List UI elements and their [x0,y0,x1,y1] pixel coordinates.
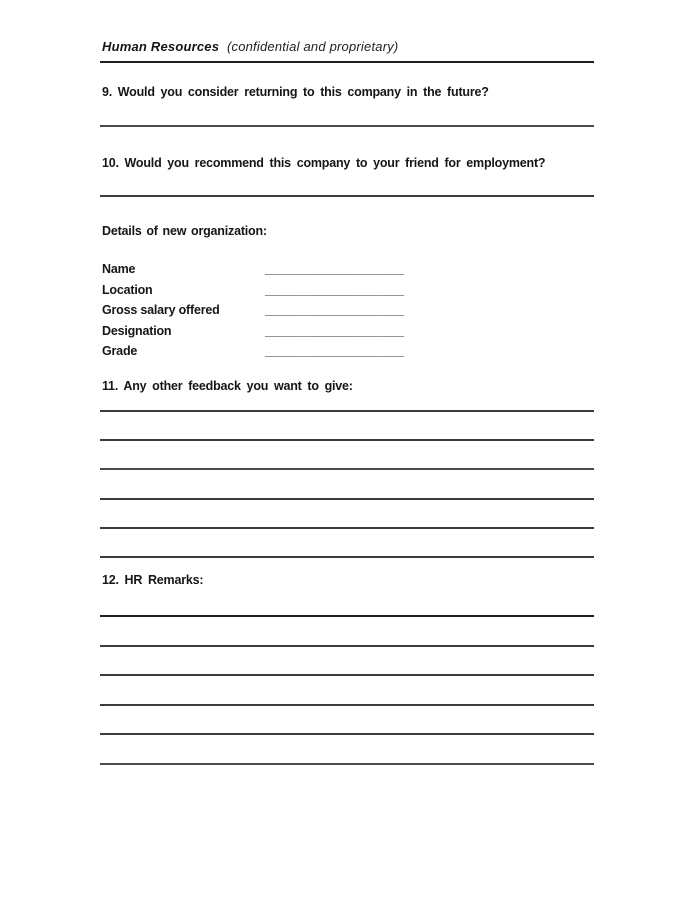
field-label-designation: Designation [102,324,172,338]
field-blank-grade: ____________________ [265,344,405,358]
field-label-name: Name [102,262,136,276]
field-blank-designation: ____________________ [265,324,405,338]
field-blank-location: ____________________ [265,283,405,297]
details-section-heading: Details of new organization: [102,224,267,238]
header-title: Human Resources [102,39,220,54]
question-12-answer-line [100,704,594,706]
question-11-label: 11. Any other feedback you want to give: [102,379,353,393]
question-11-answer-line [100,468,594,470]
question-12-answer-line [100,763,594,765]
header-subtitle: (confidential and proprietary) [226,39,399,54]
field-blank-name: ____________________ [265,262,405,276]
field-row-gross-salary [102,301,602,321]
field-label-location: Location [102,283,153,297]
question-12-answer-line [100,674,594,676]
question-10-answer-line [100,195,594,197]
field-label-gross-salary: Gross salary offered [102,303,220,317]
question-11-answer-line [100,498,594,500]
question-12-answer-line [100,733,594,735]
header-rule [100,61,594,63]
question-12-answer-line [100,645,594,647]
question-12-label: 12. HR Remarks: [102,573,204,587]
question-11-answer-line [100,527,594,529]
question-12-answer-line [100,615,594,617]
document-header [102,39,398,54]
question-10-label: 10. Would you recommend this company to your friend for employment? [102,156,546,170]
question-11-answer-line [100,556,594,558]
field-row-designation [102,322,602,342]
question-11-answer-line [100,410,594,412]
question-11-answer-line [100,439,594,441]
question-9-label: 9. Would you consider returning to this company in the future? [102,85,489,99]
field-label-grade: Grade [102,344,138,358]
field-row-location [102,281,602,301]
field-row-grade [102,342,602,362]
question-9-answer-line [100,125,594,127]
field-row-name [102,260,602,280]
field-blank-gross-salary: ____________________ [265,303,405,317]
